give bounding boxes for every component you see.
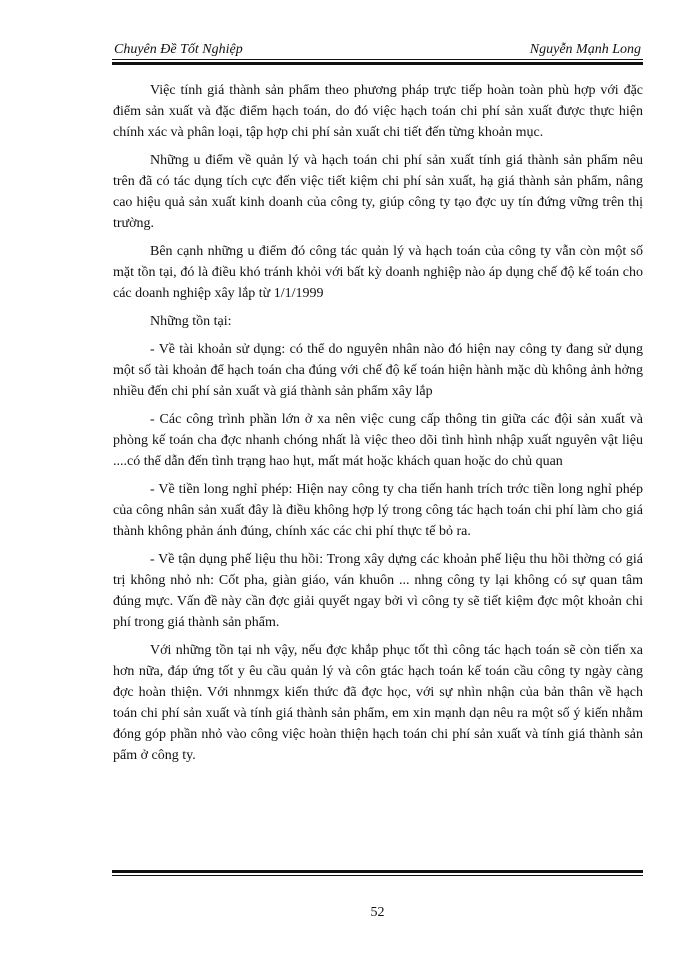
bullet-paragraph: - Về tiền long nghỉ phép: Hiện nay công ty cha tiến hanh trích trớc tiền long nghỉ phép của công nhân sản xuất đây là điều không hợp lý trong công tác hạch toán chi phí làm cho giá thành không phản ánh đúng, chính xác các chi phí thực tế bỏ ra. — [113, 482, 643, 539]
paragraph-heading: Những tồn tại: — [150, 314, 232, 329]
page-number: 52 — [370, 905, 385, 920]
bullet-paragraph: - Về tài khoản sử dụng: có thể do nguyên nhân nào đó hiện nay công ty đang sử dụng một số tài khoản để hạch toán cha đúng với chế độ kế toán hiện hành mặc dù không ảnh hởng nhiều đến chi phí sản xuất và giá thành sản phẩm xây lắp — [113, 342, 643, 399]
page-footer — [112, 870, 643, 930]
bullet-paragraph: - Các công trình phần lớn ở xa nên việc cung cấp thông tin giữa các đội sản xuất và phòng kế toán cha đợc nhanh chóng nhất là việc theo dõi tình hình nhập xuất nguyên vật liệu ....có thể dẫn đến tình trạng hao hụt, mất mát hoặc khách quan hoặc do chủ quan — [113, 412, 643, 469]
paragraph: Việc tính giá thành sản phẩm theo phương pháp trực tiếp hoàn toàn phù hợp với đặc điểm sản xuất và đặc điểm hạch toán, do đó việc hạch toán chi phí sản xuất được thực hiện chính xác và phân loại, tập hợp chi phí sản xuất chi tiết đến từng khoản mục. — [113, 83, 643, 140]
header-rule-thin — [112, 59, 643, 60]
page-header — [112, 40, 643, 66]
bullet-paragraph: - Về tận dụng phế liệu thu hồi: Trong xây dựng các khoản phế liệu thu hồi thờng có giá trị không nhỏ nh: Cốt pha, giàn giáo, ván khuôn ... nhng công ty lại không có sự quan tâm đúng mực. Vấn đề này cần đợc giải quyết ngay bởi vì công ty sẽ tiết kiệm đợc một khoản chi phí trong giá thành sản phẩm. — [113, 552, 643, 630]
header-author: Nguyễn Mạnh Long — [529, 42, 641, 57]
body-text — [113, 80, 643, 773]
footer-rule-thin — [112, 875, 643, 876]
paragraph: Những u điểm về quản lý và hạch toán chi phí sản xuất tính giá thành sản phẩm nêu trên đã có tác dụng tích cực đến việc tiết kiệm chi phí sản xuất, hạ giá thành sản phẩm, nâng cao hiệu quả sản xuất kinh doanh của công ty, giúp công ty tạo đợc uy tín đứng vững trên thị trường. — [113, 153, 643, 231]
paragraph: Bên cạnh những u điểm đó công tác quản lý và hạch toán của công ty vẫn còn một số mặt tồn tại, đó là điều khó tránh khỏi với bất kỳ doanh nghiệp nào áp dụng chế độ kế toán cho các doanh nghiệp xây lắp từ 1/1/1999 — [113, 244, 643, 301]
paragraph: Với những tồn tại nh vậy, nếu đợc khắp phục tốt thì công tác hạch toán sẽ còn tiến xa hơn nữa, đáp ứng tốt y êu cầu quản lý và côn gtác hạch toán kế toán cầu công ty ngày càng đợc hoàn thiện. Với nhnmgx kiến thức đã đợc học, với sự nhìn nhận của bản thân về hạch toán chi phí sản xuất và tính giá thành sản phẩm, em xin mạnh dạn nêu ra một số ý kiến nhằm đóng góp phần nhỏ vào công việc hoàn thiện hạch toán chi phí sản xuất và tính giá thành sản pẩm ở công ty. — [113, 643, 643, 763]
footer-rule-thick — [112, 870, 643, 873]
header-title: Chuyên Đề Tốt Nghiệp — [114, 42, 243, 57]
header-rule-thick — [112, 62, 643, 65]
